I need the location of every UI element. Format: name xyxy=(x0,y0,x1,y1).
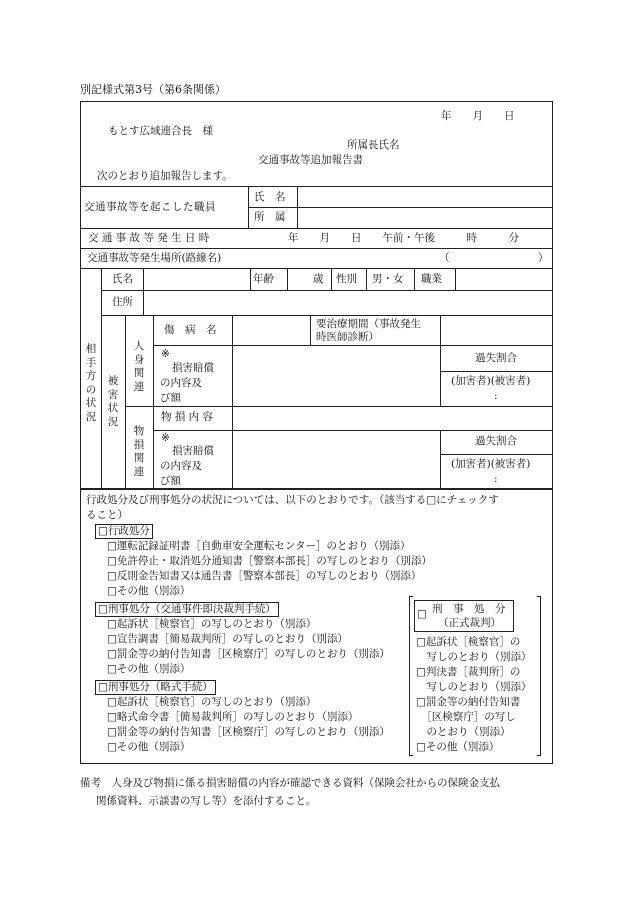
criminal-traffic-item-sentence[interactable]: □宣告調書［簡易裁判所］の写しのとおり（別添） xyxy=(107,633,348,645)
treatment-label-line2: 時医師診断） xyxy=(316,331,379,343)
criminal-summary-header[interactable]: □刑事処分（略式手続） xyxy=(95,680,216,695)
property-comp-line2: の内容及 xyxy=(160,460,202,472)
party-side-label: 相手方の状況 xyxy=(85,343,97,423)
chief-name-label: 所属長氏名 xyxy=(347,139,400,151)
formal-item-indictment[interactable]: □起訴状［検察官］の xyxy=(416,636,521,648)
employee-name-field[interactable] xyxy=(298,188,552,206)
personal-fault-roles: (加害者)(被害者) xyxy=(451,375,531,387)
formal-item-judgment[interactable]: □判決書［裁判所］の xyxy=(416,666,521,678)
injury-label: 傷 病 名 xyxy=(164,324,217,336)
formal-item-judgment-cont: 写しのとおり（別添） xyxy=(416,681,532,693)
personal-comp-line2: の内容及 xyxy=(160,377,202,389)
report-lead: 次のとおり追加報告します。 xyxy=(97,170,233,182)
formal-trial-checkbox[interactable]: □ xyxy=(417,608,427,620)
datetime-label: 交 通 事 故 等 発 生 日 時 xyxy=(88,232,210,244)
datetime-value[interactable]: 年 月 日 午前・午後 時 分 xyxy=(288,232,519,244)
personal-fault-label: 過失割合 xyxy=(475,352,517,364)
personal-fault-colon: : xyxy=(494,390,498,402)
employee-dept-label: 所 属 xyxy=(254,211,286,223)
property-label: 物損関連 xyxy=(133,425,145,478)
criminal-traffic-header[interactable]: □刑事処分（交通事件即決裁判手続） xyxy=(95,602,279,617)
criminal-summary-item-indictment[interactable]: □起訴状［検察官］の写しのとおり（別添） xyxy=(107,696,317,708)
treatment-label-line1: 要治療期間（事故発生 xyxy=(316,318,421,330)
employee-label: 交通事故等を起こした職員 xyxy=(84,201,216,213)
personal-comp-line1: 損害賠償 xyxy=(172,362,214,374)
admin-item-suspension-notice[interactable]: □免許停止・取消処分通知書［警察本部長］の写しのとおり（別添） xyxy=(107,555,432,567)
employee-name-label: 氏 名 xyxy=(254,191,286,203)
formal-item-fine-cont2: のとおり（別添） xyxy=(416,726,511,738)
property-fault-label: 過失割合 xyxy=(475,435,517,447)
report-date[interactable]: 年 月 日 xyxy=(441,110,515,122)
party-sex-label: 性別 xyxy=(336,273,357,285)
formal-item-other[interactable]: □その他（別添） xyxy=(416,741,500,753)
admin-item-license-record[interactable]: □運転記録証明書［自動車安全運転センター］のとおり（別添） xyxy=(107,540,411,552)
place-paren-open: （ xyxy=(439,252,450,264)
property-asterisk: ※ xyxy=(161,432,170,444)
formal-bracket-right xyxy=(537,596,541,756)
disposal-intro-line1: 行政処分及び刑事処分の状況については、以下のとおりです。（該当する□にチェックす xyxy=(86,494,499,506)
formal-trial-subtitle: （正式裁判） xyxy=(438,617,501,629)
place-paren-close: ） xyxy=(538,252,549,264)
formal-bracket-left xyxy=(409,596,413,756)
formal-trial-title: 刑 事 処 分 xyxy=(432,603,506,615)
personal-label: 人身関連 xyxy=(133,340,145,393)
criminal-summary-item-other[interactable]: □その他（別添） xyxy=(107,741,191,753)
criminal-traffic-item-fine[interactable]: □罰金等の納付告知書［区検察庁］の写しのとおり（別添） xyxy=(107,648,390,660)
party-address-label: 住所 xyxy=(112,296,133,308)
employee-dept-field[interactable] xyxy=(298,209,552,227)
property-fault-colon: : xyxy=(494,473,498,485)
admin-disposal-header[interactable]: □行政処分 xyxy=(95,524,153,539)
formal-item-fine[interactable]: □罰金等の納付告知書 xyxy=(416,696,521,708)
criminal-summary-item-order[interactable]: □略式命令書［簡易裁判所］の写しのとおり（別添） xyxy=(107,711,359,723)
property-comp-line1: 損害賠償 xyxy=(172,445,214,457)
party-age-unit: 歳 xyxy=(313,273,324,285)
damage-label: 被害状況 xyxy=(107,375,119,428)
party-age-label: 年齢 xyxy=(253,273,274,285)
personal-comp-line3: び額 xyxy=(160,392,181,404)
form-label: 別記様式第3号（第6条関係） xyxy=(80,83,226,96)
criminal-traffic-item-other[interactable]: □その他（別添） xyxy=(107,663,191,675)
document-title: 交通事故等追加報告書 xyxy=(258,154,363,166)
admin-item-other[interactable]: □その他（別添） xyxy=(107,585,191,597)
personal-asterisk: ※ xyxy=(161,348,170,360)
party-sex-value[interactable]: 男・女 xyxy=(372,273,404,285)
party-name-label: 氏名 xyxy=(112,273,133,285)
property-content-label: 物 損 内 容 xyxy=(161,411,214,423)
property-comp-line3: び額 xyxy=(160,475,181,487)
remarks-line2: 関係資料、示談書の写し等）を添付すること。 xyxy=(96,795,317,807)
place-label: 交通事故等発生場所(路線名) xyxy=(87,252,222,264)
criminal-summary-item-fine[interactable]: □罰金等の納付告知書［区検察庁］の写しのとおり（別添） xyxy=(107,726,390,738)
criminal-traffic-item-indictment[interactable]: □起訴状［検察官］の写しのとおり（別添） xyxy=(107,618,317,630)
formal-item-fine-cont1: ［区検察庁］の写し xyxy=(416,711,516,723)
disposal-intro-line2: ること） xyxy=(86,509,128,521)
formal-item-indictment-cont: 写しのとおり（別添） xyxy=(416,651,532,663)
admin-item-fine-notice[interactable]: □反則金告知書又は通告書［警察本部長］の写しのとおり（別添） xyxy=(107,570,422,582)
remarks-line1: 備考 人身及び物損に係る損害賠償の内容が確認できる資料（保険会社からの保険金支払 xyxy=(80,777,500,789)
addressee: もとす広域連合長 様 xyxy=(108,125,213,137)
party-job-label: 職業 xyxy=(421,273,442,285)
property-fault-roles: (加害者)(被害者) xyxy=(451,458,531,470)
